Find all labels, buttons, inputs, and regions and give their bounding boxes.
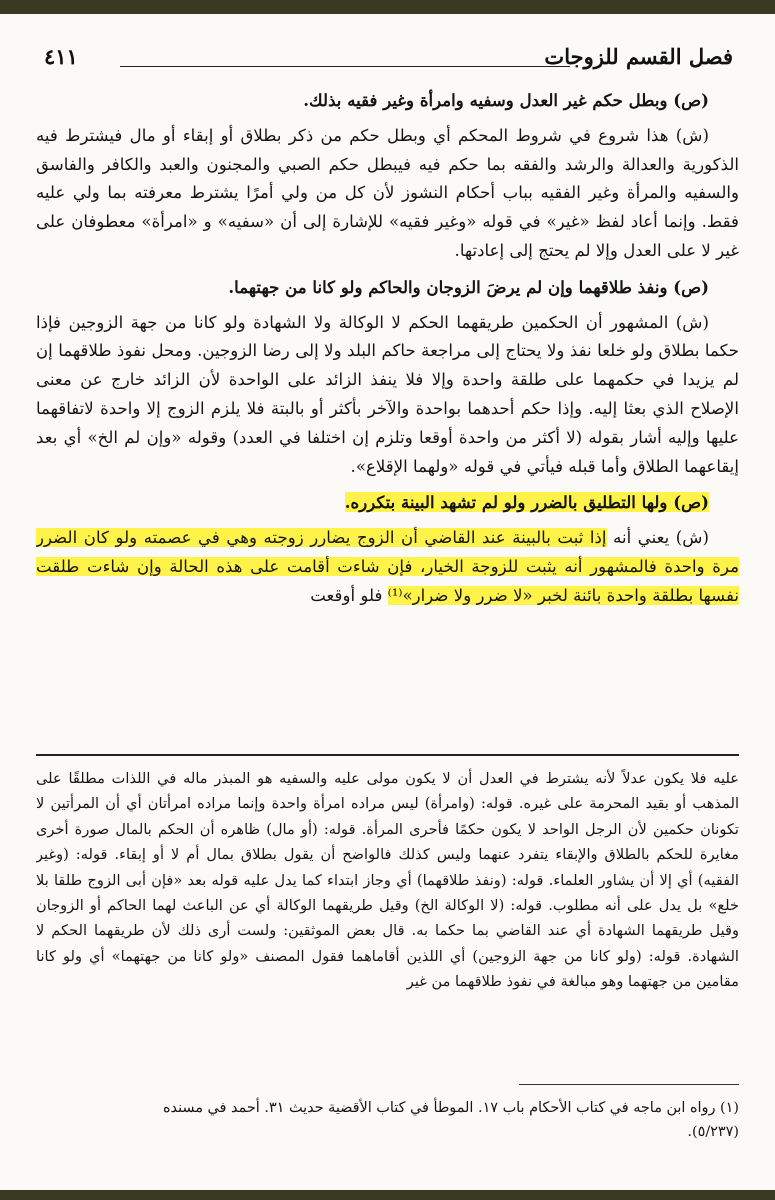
sharh-paragraph-2: (ش) المشهور أن الحكمين طريقهما الحكم لا الوكالة ولا الشهادة ولو كانا من جهة الزوجين فإذا حكما بطلاق ولو خلعا نفذ ولا يحتاج إلى مراجعة حاكم البلد ولا إلى رضا الزوجين. ومحل نفوذ طلاقهما إن لم يزيدا في حكمهما على طلقة واحدة وإلا فلا ينفذ الزائد على الواحدة لأن الزائد خارج عن معنى الإصلاح الذي بعثا إليه. وإذا حكم أحدهما بواحدة والآخر بأكثر أو بالبتة فلا يلزم الزوج إلا واحدة لاتفاقهما عليها وإليه أشار بقوله (لا أكثر من واحدة أوقعا وتلزم إن اختلفا في العدد) وقوله «وإن لم الخ» أي بعد إيقاعهما الطلاق وأما قبله فيأتي في قوله «ولهما الإقلاع». <box>36 312 739 476</box>
hashiya-text <box>36 766 739 1066</box>
main-text <box>36 86 739 741</box>
footnote-references <box>36 1096 739 1166</box>
matn-paragraph-3 <box>36 488 739 517</box>
sharh-paragraph-1: (ش) هذا شروع في شروط المحكم أي وبطل حكم من ذكر بطلاق أو إبقاء أو مال فيشترط فيه الذكورية والعدالة والرشد والفقه بما حكم فيه فيبطل حكم الصبي والمجنون والعبد والكافر والفاسق والسفيه والمرأة وغير الفقيه بباب أحكام النشوز لأن كل من ولي أمرًا يشترط معرفته بما ولي عليه فقط. وإنما أعاد لفظ «غير» في قوله «وغير فقيه» للإشارة إلى أن «سفيه» و «امرأة» معطوفان على غير لا على العدل وإلا لم يحتج إلى إعادتها. <box>36 125 739 260</box>
reference-line-1: (١) رواه ابن ماجه في كتاب الأحكام باب ١٧. الموطأ في كتاب الأقضية حديث ٣١. أحمد في مسنده <box>162 1100 739 1116</box>
reference-line-2: (٥/٢٣٧). <box>687 1124 739 1140</box>
highlighted-passage: إذا ثبت بالبينة عند القاضي أن الزوج يضارر زوجته وهي في عصمته ولو كان الضرر مرة واحدة فالمشهور أنه يثبت للزوجة الخيار، فإن شاءت أقامت على هذه الحالة وإن شاءت طلقت نفسها بطلقة واحدة بائنة لخبر «لا ضرر ولا ضرار»⁽¹⁾ <box>36 528 739 605</box>
sharh-paragraph-3 <box>36 524 739 610</box>
sharh-tail: فلو أوقعت <box>310 585 383 605</box>
page-number: ٤١١ <box>44 44 78 69</box>
page-header <box>0 38 775 78</box>
highlighted-matn: (ص) ولها التطليق بالضرر ولو لم تشهد البينة بتكرره. <box>344 492 709 513</box>
matn-paragraph-2: (ص) ونفذ طلاقهما وإن لم يرضَ الزوجان والحاكم ولو كانا من جهتهما. <box>228 276 709 297</box>
header-rule <box>120 66 570 67</box>
reference-rule <box>519 1084 739 1085</box>
book-page <box>0 14 775 1190</box>
chapter-title: فصل القسم للزوجات <box>544 44 733 69</box>
footnote-separator <box>36 754 739 756</box>
sharh-lead: (ش) يعني أنه <box>613 528 709 548</box>
hashiya-paragraph: عليه فلا يكون عدلاً لأنه يشترط في العدل أن لا يكون مولى عليه والسفيه هو المبذر ماله في اللذات مطلقًا على المذهب أو بقيد المحرمة على غيره. قوله: (وامرأة) ليس مراده امرأة واحدة وإنما مراده امرأتان أي أن المرأتين لا تكونان حكمين لأن الرجل الواحد لا يكون حكمًا فأحرى المرأة. قوله: (أو مال) ظاهره أن الحكم بالمال صورة أخرى مغايرة للحكم بالطلاق والإبقاء يتفرد عنهما وليس كذلك فالواضح أن يقول بطلاق بمال أم لا أو إبقاء. قوله: (وغير الفقيه) أي إلا أن يشاور العلماء. قوله: (ونفذ طلاقهما) أي وجاز ابتداء كما يدل عليه قوله بعد «فإن أبى الزوج طلقا بلا خلع» بل يدل على أنه مطلوب. قوله: (لا الوكالة الخ) وقيل طريقهما الوكالة أي عن الباعث لهما الحاكم أو الزوجان وقيل طريقهما الشهادة أي عند القاضي بما حكما به. قال بعض الموثقين: ولست أرى ذلك لأن طريقهما الحكم لا الشهادة. قوله: (ولو كانا من جهة الزوجين) أي اللذين أقاماهما فقول المصنف «ولو كانا من جهتهما» أي ولو كانا مقامين من جهتهما وهو مبالغة في نفوذ طلاقهما من غير <box>36 770 739 991</box>
matn-paragraph-1: (ص) وبطل حكم غير العدل وسفيه وامرأة وغير فقيه بذلك. <box>303 90 709 110</box>
